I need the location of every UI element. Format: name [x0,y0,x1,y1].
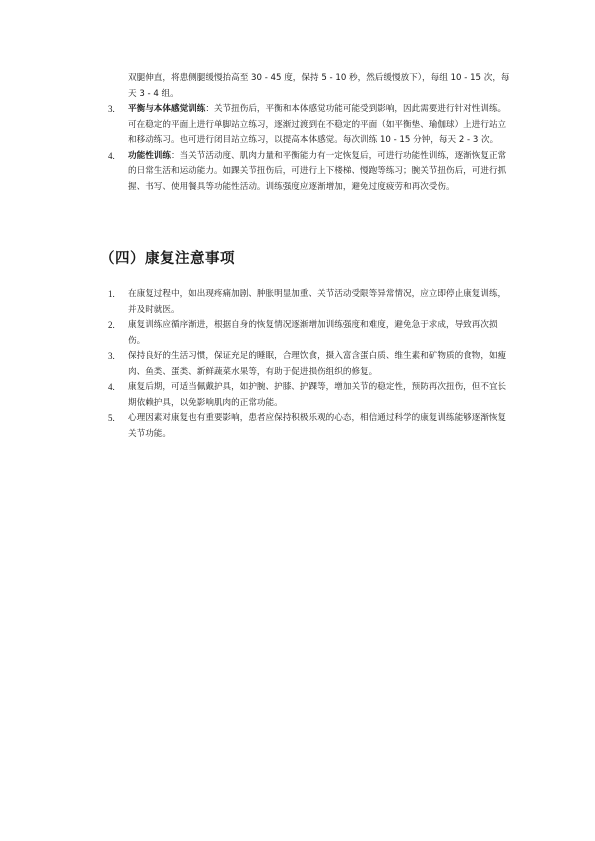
training-section-continued [108,71,514,195]
list-item-precaution-4 [108,380,514,411]
list-item-functional-training [108,149,514,196]
list-number: 4. [108,150,115,161]
item-lead-title: 功能性训练 [128,150,171,161]
item-body-text: 心理因素对康复也有重要影响，患者应保持积极乐观的心态，相信通过科学的康复训练能够逐渐恢复关节功能。 [128,413,507,439]
list-number: 3. [108,351,115,361]
list-item-precaution-3 [108,349,514,380]
item-body-text: 康复训练应循序渐进，根据自身的恢复情况逐渐增加训练强度和难度，避免急于求成，导致再次损伤。 [128,320,498,346]
item-body-text: ：当关节活动度、肌肉力量和平衡能力有一定恢复后，可进行功能性训练，逐渐恢复正常的日常生活和运动能力。如踝关节扭伤后，可进行上下楼梯、慢跑等练习；腕关节扭伤后，可进行抓握、书写、使用餐具等功能性活动。训练强度应逐渐增加，避免过度疲劳和再次受伤。 [128,150,507,192]
list-item-precaution-5 [108,411,514,442]
list-number: 3. [108,104,115,114]
item-lead-title: 平衡与本体感觉训练 [128,104,206,114]
list-item-precaution-2 [108,318,514,349]
list-number: 4. [108,382,115,392]
list-number: 1. [108,289,115,299]
list-item-precaution-1 [108,287,514,318]
list-number: 2. [108,320,115,330]
list-number: 5. [108,413,115,423]
list-item-balance-training [108,102,514,149]
item-body-text: 保持良好的生活习惯，保证充足的睡眠，合理饮食，摄入富含蛋白质、维生素和矿物质的食物，如瘦肉、鱼类、蛋类、新鲜蔬菜水果等，有助于促进损伤组织的修复。 [128,351,507,377]
item-body-text: 康复后期，可适当佩戴护具，如护腕、护膝、护踝等，增加关节的稳定性，预防再次扭伤，但不宜长期依赖护具，以免影响肌肉的正常功能。 [128,382,507,408]
continuation-paragraph: 双腿伸直，将患侧腿缓慢抬高至 30 - 45 度，保持 5 - 10 秒，然后缓慢放下），每组 10 - 15 次，每天 3 - 4 组。 [128,73,510,99]
section-heading: （四）康复注意事项 [100,251,235,267]
item-body-text: ：关节扭伤后，平衡和本体感觉功能可能受到影响，因此需要进行针对性训练。可在稳定的平面上进行单脚站立练习，逐渐过渡到在不稳定的平面（如平衡垫、瑜伽球）上进行站立和移动练习。也可进行闭目站立练习，以提高本体感觉。每次训练 10 - 15 分钟，每天 2 - 3 次。 [128,104,507,145]
precautions-list [108,287,514,442]
item-body-text: 在康复过程中，如出现疼痛加剧、肿胀明显加重、关节活动受限等异常情况，应立即停止康复训练，并及时就医。 [128,289,507,315]
